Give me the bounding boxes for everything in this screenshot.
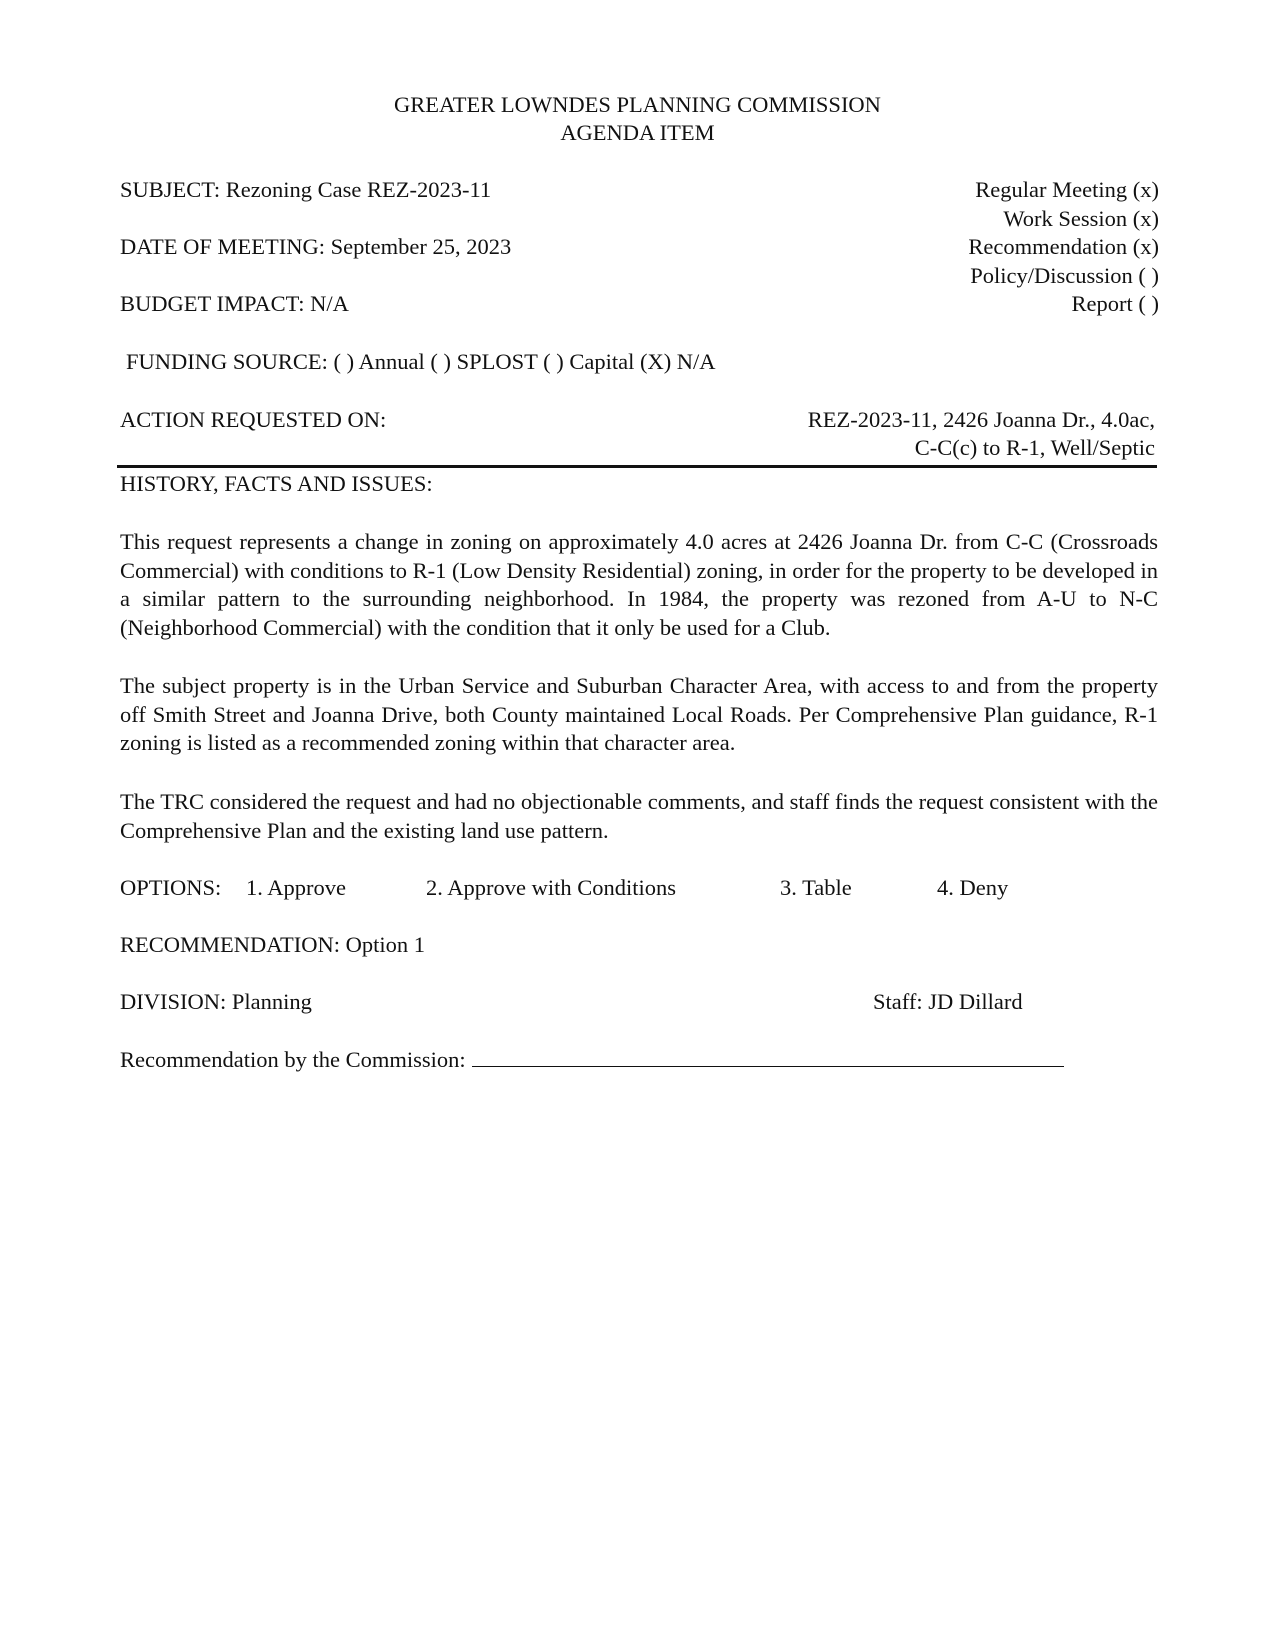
meeting-type-policy: Policy/Discussion ( ): [970, 262, 1159, 288]
action-requested-detail: [808, 406, 1155, 462]
meeting-type-work-session: Work Session (x): [1003, 205, 1159, 231]
history-paragraph-1: This request represents a change in zoning on approximately 4.0 acres at 2426 Joanna Dr. from C-C (Crossroads Commercial) with conditions to R-1 (Low Density Residential) zoning, in order for the property to be developed in a similar pattern to the surrounding neighborhood. In 1984, the property was rezoned from A-U to N-C (Neighborhood Commercial) with the condition that it only be used for a Club.: [120, 529, 1158, 640]
subject-line: SUBJECT: Rezoning Case REZ-2023-11: [120, 177, 492, 202]
action-requested-label: ACTION REQUESTED ON:: [120, 407, 387, 432]
budget-impact: BUDGET IMPACT: N/A: [120, 291, 349, 316]
commission-recommendation-blank: [472, 1046, 1064, 1067]
division: DIVISION: Planning: [120, 989, 312, 1014]
document-header: [0, 91, 1275, 147]
section-divider: [117, 465, 1157, 468]
action-detail-line2: C-C(c) to R-1, Well/Septic: [914, 435, 1155, 460]
option-table: 3. Table: [780, 875, 852, 900]
date-of-meeting: DATE OF MEETING: September 25, 2023: [120, 234, 512, 259]
meeting-type-regular: Regular Meeting (x): [975, 177, 1159, 202]
staff: Staff: JD Dillard: [873, 989, 1023, 1014]
org-title: GREATER LOWNDES PLANNING COMMISSION: [394, 92, 881, 117]
history-heading: HISTORY, FACTS AND ISSUES:: [120, 471, 433, 496]
options-label: OPTIONS:: [120, 875, 222, 900]
meeting-type-recommendation: Recommendation (x): [968, 234, 1159, 259]
action-detail-line1: REZ-2023-11, 2426 Joanna Dr., 4.0ac,: [807, 407, 1155, 432]
agenda-item-title: AGENDA ITEM: [560, 120, 715, 145]
recommendation: RECOMMENDATION: Option 1: [120, 932, 426, 957]
meeting-type-report: Report ( ): [1071, 291, 1159, 316]
option-approve-with-conditions: 2. Approve with Conditions: [426, 875, 677, 900]
meeting-type-list: [968, 176, 1159, 319]
history-paragraph-3: The TRC considered the request and had no objectionable comments, and staff finds the request consistent with the Comprehensive Plan and the existing land use pattern.: [120, 789, 1158, 843]
option-deny: 4. Deny: [937, 875, 1009, 900]
history-paragraph-2: The subject property is in the Urban Service and Suburban Character Area, with access to and from the property off Smith Street and Joanna Drive, both County maintained Local Roads. Per Comprehensive Plan guidance, R-1 zoning is listed as a recommended zoning within that character area.: [120, 673, 1158, 756]
commission-recommendation-row: [120, 1046, 1064, 1074]
funding-source: FUNDING SOURCE: ( ) Annual ( ) SPLOST ( ) Capital (X) N/A: [126, 349, 716, 374]
option-approve: 1. Approve: [246, 875, 346, 900]
commission-recommendation-label: Recommendation by the Commission:: [120, 1047, 466, 1072]
